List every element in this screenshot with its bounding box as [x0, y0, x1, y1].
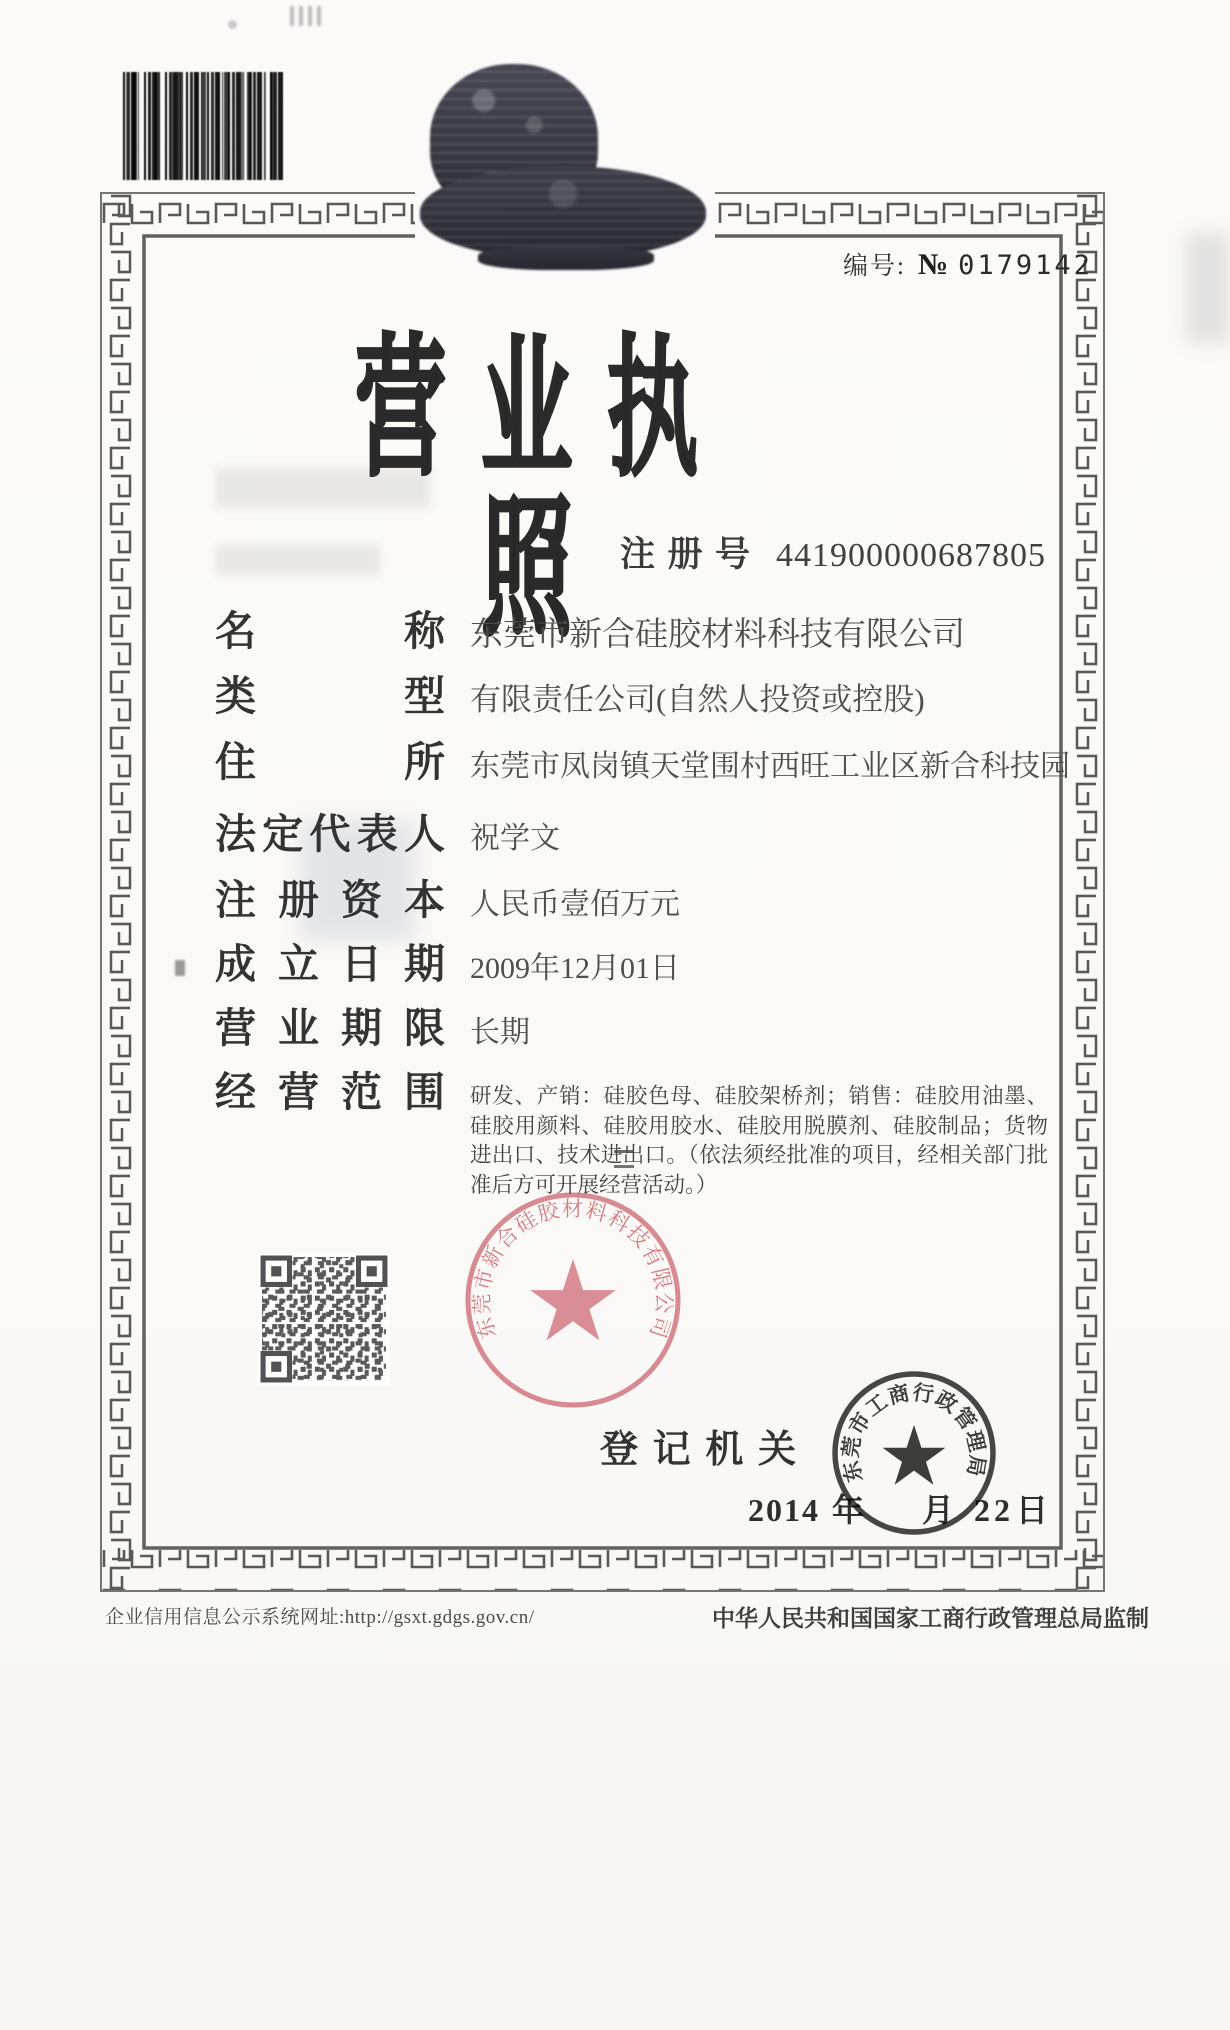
field-label: 法 定 代 表 人 — [215, 811, 445, 857]
field-row-established — [215, 942, 680, 987]
company-seal — [456, 1183, 690, 1417]
field-value: 东莞市凤岗镇天堂围村西旺工业区新合科技园 — [470, 750, 1070, 783]
qr-finder-bottomleft — [260, 1350, 292, 1382]
registration-label: 注 册 号 — [620, 535, 750, 574]
field-label: 名 称 — [215, 608, 445, 654]
serial-label: 编号: — [843, 253, 906, 280]
qr-finder-topleft — [260, 1255, 292, 1287]
scan-artifact — [228, 20, 237, 29]
month-unit: 月 — [922, 1492, 955, 1528]
field-row-address — [215, 740, 1070, 785]
issue-day: 22 — [974, 1492, 1015, 1528]
registry-authority-row — [600, 1418, 796, 1473]
field-row-type — [215, 674, 925, 719]
license-title: 营业执照 — [355, 326, 733, 654]
scan-artifact — [614, 1150, 634, 1168]
seal-star-icon — [530, 1259, 616, 1340]
registration-number-line — [620, 527, 1046, 577]
scan-artifact — [1186, 232, 1230, 344]
national-emblem-icon — [420, 64, 710, 270]
numero-sign: № — [917, 248, 949, 281]
field-label: 注 册 资 本 — [215, 877, 445, 923]
year-unit: 年 — [832, 1492, 865, 1528]
field-row-legal-rep — [215, 812, 560, 857]
field-row-scope — [215, 1070, 445, 1114]
field-value: 长期 — [470, 1016, 530, 1049]
registration-number: 441900000687805 — [776, 537, 1046, 574]
issue-year: 2014 — [748, 1492, 820, 1528]
field-row-name — [215, 608, 965, 655]
field-value: 2009年12月01日 — [470, 952, 680, 985]
registry-label: 登 记 机 关 — [600, 1429, 796, 1471]
stamp-star-icon — [883, 1425, 946, 1485]
qr-code-image — [258, 1252, 390, 1386]
field-label: 住 所 — [215, 739, 445, 785]
field-value: 东莞市新合硅胶材料科技有限公司 — [470, 617, 965, 653]
field-label: 成 立 日 期 — [215, 941, 445, 987]
serial-number: 0179142 — [958, 250, 1093, 281]
footer-issuer: 中华人民共和国国家工商行政管理总局监制 — [712, 1606, 1149, 1631]
company-seal-text: 东莞市新合硅胶材料科技有限公司 — [469, 1196, 677, 1343]
authority-stamp-text: 东莞市工商行政管理局 — [838, 1380, 990, 1485]
field-row-term — [215, 1006, 530, 1051]
business-scope-text: 研发、产销：硅胶色母、硅胶架桥剂；销售：硅胶用油墨、硅胶用颜料、硅胶用胶水、硅胶用脱膜剂、硅胶制品；货物进出口、技术进出口。（依法须经批准的项目，经相关部门批准后方可开展经营活动。） — [470, 1084, 1048, 1197]
field-label: 营 业 期 限 — [215, 1005, 445, 1051]
field-row-capital — [215, 878, 680, 923]
qr-finder-topright — [355, 1255, 387, 1287]
emblem-foot — [478, 246, 654, 270]
day-unit: 日 — [1016, 1492, 1049, 1528]
serial-number-line — [843, 246, 1093, 282]
emblem-base — [420, 166, 706, 258]
authority-stamp — [826, 1368, 1002, 1544]
field-value: 有限责任公司(自然人投资或控股) — [470, 682, 925, 717]
scan-artifact — [290, 6, 324, 26]
field-value: 人民币壹佰万元 — [470, 888, 680, 921]
license-title-wrap — [150, 326, 880, 654]
footer-public-info-url: 企业信用信息公示系统网址:http://gsxt.gdgs.gov.cn/ — [105, 1607, 535, 1628]
barcode-image — [123, 72, 285, 180]
field-value: 祝学文 — [470, 822, 560, 855]
field-label: 类 型 — [215, 673, 445, 719]
field-label: 经 营 范 围 — [215, 1069, 445, 1115]
